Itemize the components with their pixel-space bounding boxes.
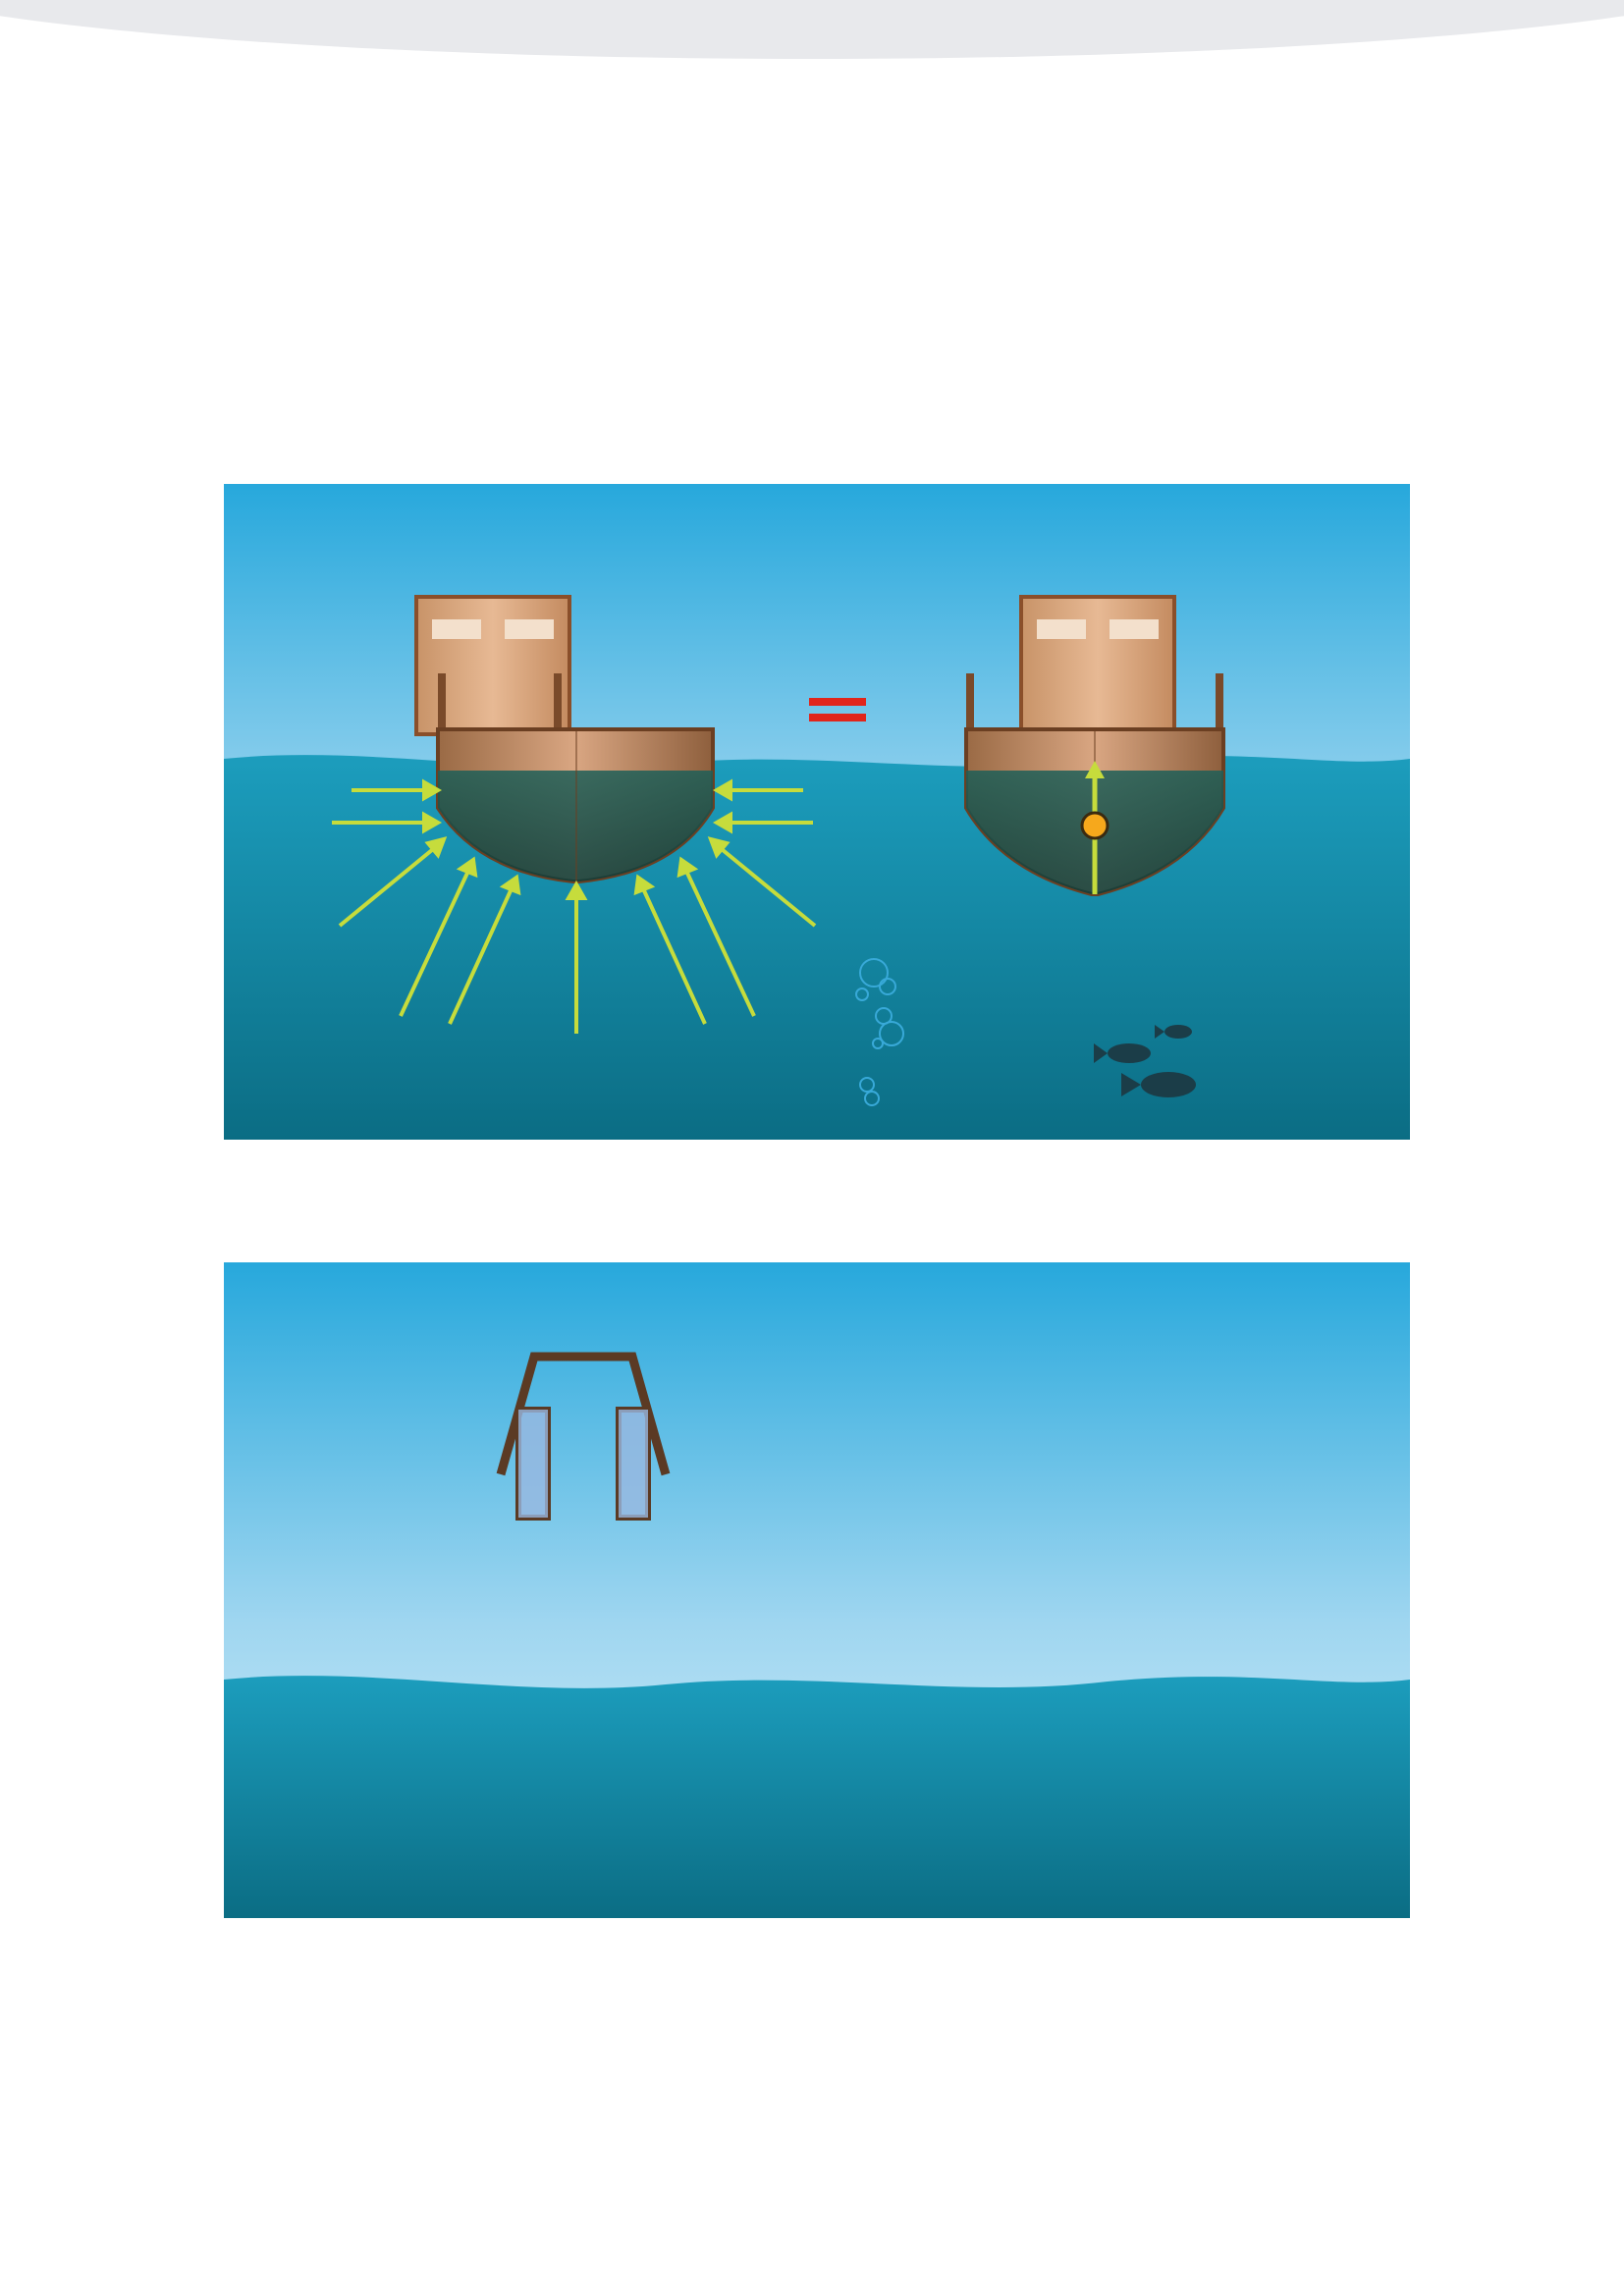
weight-illustration: [224, 1262, 1410, 1918]
buoyancy-illustration: [224, 484, 1410, 1140]
weight-diagram: [224, 1262, 1410, 1918]
header-arc: [0, 0, 1624, 59]
centre-of-buoyancy-marker: [1082, 813, 1108, 838]
equals-sign: [809, 698, 866, 706]
buoyancy-diagram: [224, 484, 1410, 1140]
